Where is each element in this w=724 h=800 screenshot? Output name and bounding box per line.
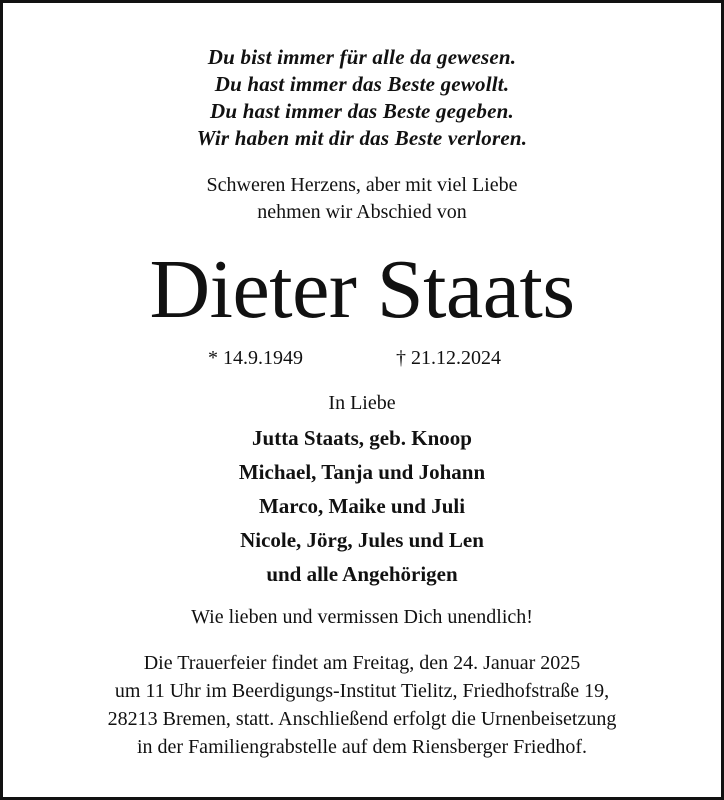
funeral-info-line-1: Die Trauerfeier findet am Freitag, den 24. Januar 2025 bbox=[143, 652, 581, 674]
poem-line-4: Wir haben mit dir das Beste verloren. bbox=[196, 126, 528, 150]
closing-line: Wie lieben und vermissen Dich unendlich! bbox=[191, 606, 533, 628]
mourner-line-4: Nicole, Jörg, Jules und Len bbox=[240, 528, 484, 552]
birth-date: * 14.9.1949 bbox=[208, 347, 303, 369]
poem-line-2: Du hast immer das Beste gewollt. bbox=[214, 72, 510, 96]
in-love-label: In Liebe bbox=[328, 392, 396, 414]
funeral-info-line-2: um 11 Uhr im Beerdigungs-Institut Tielitz, Friedhofstraße 19, bbox=[114, 680, 610, 702]
mourner-line-1: Jutta Staats, geb. Knoop bbox=[252, 426, 472, 450]
intro-line-1: Schweren Herzens, aber mit viel Liebe bbox=[206, 174, 518, 196]
deceased-name: Dieter Staats bbox=[149, 243, 575, 336]
poem-line-3: Du hast immer das Beste gegeben. bbox=[210, 99, 514, 123]
intro-line-2: nehmen wir Abschied von bbox=[257, 201, 467, 223]
death-date: † 21.12.2024 bbox=[396, 347, 501, 369]
poem-line-1: Du bist immer für alle da gewesen. bbox=[207, 45, 517, 69]
funeral-info-line-4: in der Familiengrabstelle auf dem Riensberger Friedhof. bbox=[136, 736, 588, 758]
funeral-info-line-3: 28213 Bremen, statt. Anschließend erfolgt die Urnenbeisetzung bbox=[107, 708, 617, 730]
mourner-line-2: Michael, Tanja und Johann bbox=[238, 460, 486, 484]
mourner-line-5: und alle Angehörigen bbox=[266, 562, 458, 586]
mourner-line-3: Marco, Maike und Juli bbox=[258, 494, 466, 518]
